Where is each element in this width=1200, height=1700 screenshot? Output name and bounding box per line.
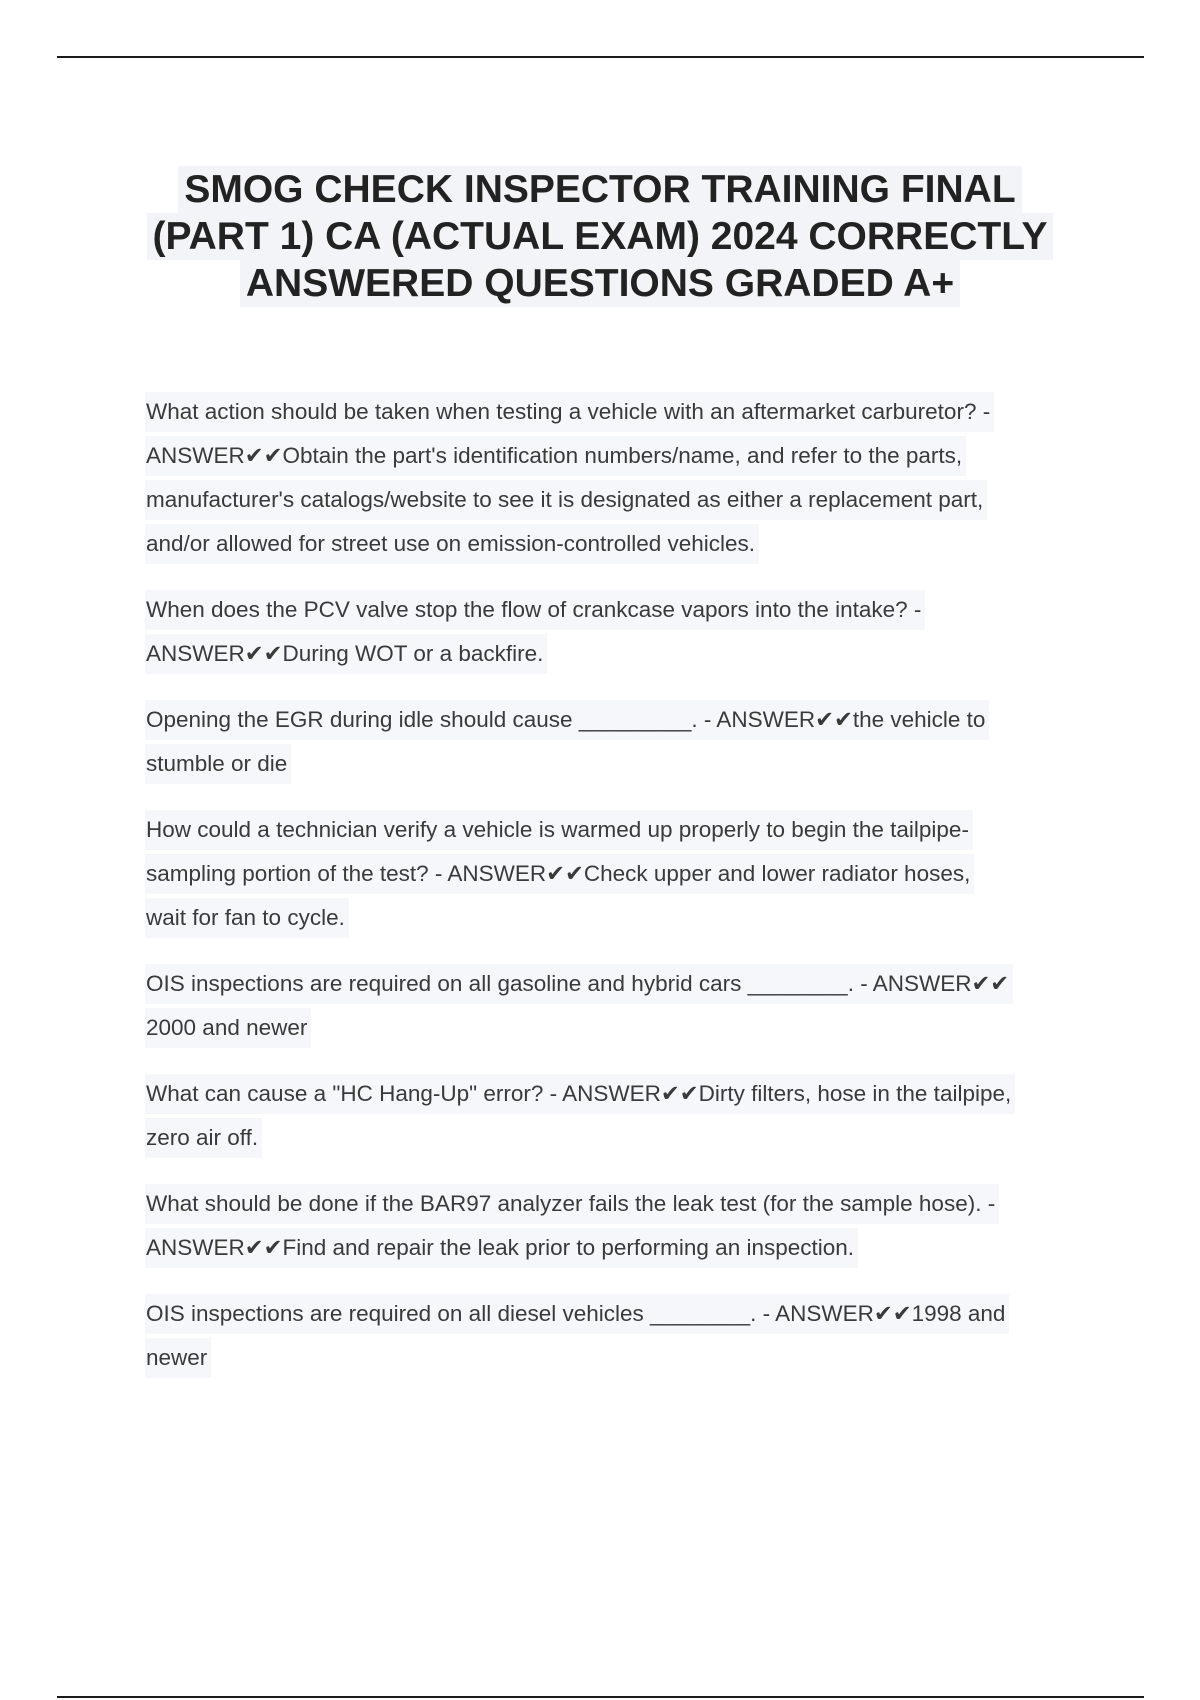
qa-text-line: ANSWER✔✔Find and repair the leak prior to performing an inspection. xyxy=(145,1228,858,1268)
qa-item-3 xyxy=(145,700,1090,788)
title-line-1: SMOG CHECK INSPECTOR TRAINING FINAL xyxy=(178,166,1021,213)
qa-text-line: What should be done if the BAR97 analyzer fails the leak test (for the sample hose). - xyxy=(145,1184,999,1224)
bottom-rule xyxy=(57,1696,1144,1698)
qa-text-line: wait for fan to cycle. xyxy=(145,898,349,938)
qa-list xyxy=(145,392,1090,1404)
qa-text-line: manufacturer's catalogs/website to see it is designated as either a replacement part, xyxy=(145,480,987,520)
qa-item-2 xyxy=(145,590,1090,678)
qa-text-line: zero air off. xyxy=(145,1118,262,1158)
qa-text-line: and/or allowed for street use on emission-controlled vehicles. xyxy=(145,524,759,564)
qa-text-line: 2000 and newer xyxy=(145,1008,311,1048)
qa-item-1 xyxy=(145,392,1090,568)
document-title xyxy=(120,166,1080,307)
top-rule xyxy=(57,56,1144,58)
qa-text-line: When does the PCV valve stop the flow of crankcase vapors into the intake? - xyxy=(145,590,925,630)
qa-text-line: What action should be taken when testing a vehicle with an aftermarket carburetor? - xyxy=(145,392,994,432)
qa-text-line: ANSWER✔✔During WOT or a backfire. xyxy=(145,634,547,674)
qa-text-line: OIS inspections are required on all gasoline and hybrid cars ________. - ANSWER✔✔ xyxy=(145,964,1013,1004)
qa-text-line: newer xyxy=(145,1338,211,1378)
qa-text-line: stumble or die xyxy=(145,744,291,784)
qa-item-5 xyxy=(145,964,1090,1052)
qa-item-7 xyxy=(145,1184,1090,1272)
title-line-2: (PART 1) CA (ACTUAL EXAM) 2024 CORRECTLY xyxy=(147,213,1054,260)
qa-text-line: OIS inspections are required on all diesel vehicles ________. - ANSWER✔✔1998 and xyxy=(145,1294,1009,1334)
qa-item-8 xyxy=(145,1294,1090,1382)
qa-text-line: Opening the EGR during idle should cause _________. - ANSWER✔✔the vehicle to xyxy=(145,700,989,740)
qa-item-6 xyxy=(145,1074,1090,1162)
qa-item-4 xyxy=(145,810,1090,942)
qa-text-line: ANSWER✔✔Obtain the part's identification numbers/name, and refer to the parts, xyxy=(145,436,966,476)
title-line-3: ANSWERED QUESTIONS GRADED A+ xyxy=(240,260,960,307)
qa-text-line: sampling portion of the test? - ANSWER✔✔Check upper and lower radiator hoses, xyxy=(145,854,974,894)
qa-text-line: What can cause a "HC Hang-Up" error? - ANSWER✔✔Dirty filters, hose in the tailpipe, xyxy=(145,1074,1015,1114)
qa-text-line: How could a technician verify a vehicle is warmed up properly to begin the tailpipe- xyxy=(145,810,973,850)
